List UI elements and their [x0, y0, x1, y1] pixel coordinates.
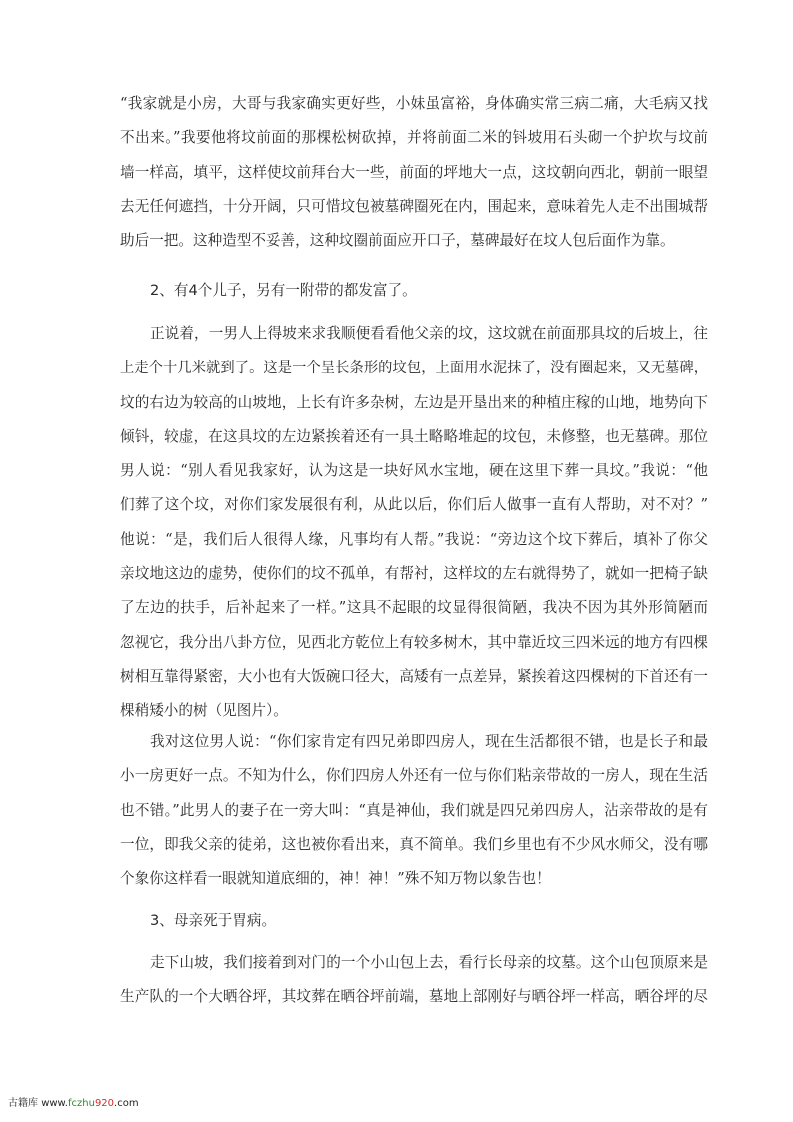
- text-line: 不出来。”我要他将坟前面的那棵松树砍掉，并将前面二米的钭坡用石头砌一个护坎与坟前: [120, 129, 708, 147]
- text-line: 走下山坡，我们接着到对门的一个小山包上去，看行长母亲的坟墓。这个山包顶原来是: [150, 954, 708, 971]
- text-line: 了左边的扶手，后补起来了一样。”这具不起眼的坟显得很简陋，我决不因为其外形简陋而: [120, 599, 708, 617]
- url-suffix: .com: [114, 1098, 139, 1109]
- text-line: 助后一把。这种造型不妥善，这种坟圈前面应开口子，墓碑最好在坟人包后面作为靠。: [120, 232, 675, 250]
- text-line: 忽视它，我分出八卦方位，见西北方乾位上有较多树木，其中靠近坟三四米远的地方有四棵: [120, 633, 708, 651]
- paragraph-4: [120, 946, 708, 1015]
- text-line: 倾钭，较虚，在这具坟的左边紧挨着还有一具土略略堆起的坟包，未修整，也无墓碑。那位: [120, 427, 708, 445]
- section-heading-2: 2、有4个儿子，另有一附带的都发富了。: [150, 282, 417, 299]
- text-line: 男人说：“别人看见我家好，认为这是一块好风水宝地，硬在这里下葬一具坟。”我说：“他: [120, 462, 708, 480]
- paragraph-1: [120, 87, 708, 258]
- site-name: 古籍库: [8, 1098, 38, 1109]
- paragraph-2: [120, 317, 708, 729]
- text-line: 小一房更好一点。不知为什么，你们四房人外还有一位与你们粘亲带故的一房人，现在生活: [120, 767, 708, 785]
- text-line: 正说着，一男人上得坡来求我顺便看看他父亲的坟，这坟就在前面那具坟的后坡上，往: [150, 325, 708, 342]
- text-line: 墙一样高，填平，这样使坟前拜台大一些，前面的坪地大一点，这坟朝向西北，朝前一眼望: [120, 163, 708, 181]
- text-line: 上走个十几米就到了。这是一个呈长条形的坟包，上面用水泥抹了，没有圈起来，又无墓碑，: [120, 360, 708, 377]
- section-heading-3: 3、母亲死于胃病。: [150, 912, 277, 929]
- site-url: [41, 1098, 138, 1109]
- text-line: 坟的右边为较高的山坡地，上长有许多杂树，左边是开垦出来的种植庄稼的山地，地势向下: [120, 393, 708, 411]
- text-line: “我家就是小房，大哥与我家确实更好些，小妹虽富裕，身体确实常三病二痛，大毛病又找: [120, 95, 708, 112]
- footer-watermark: [8, 1094, 139, 1109]
- text-line: 也不错。”此男人的妻子在一旁大叫：“真是神仙，我们就是四兄弟四房人，沾亲带故的是有: [120, 801, 708, 819]
- text-line: 他说：“是，我们后人很得人缘，凡事均有人帮。”我说：“旁边这个坟下葬后，填补了你父: [120, 530, 708, 548]
- text-line: 我对这位男人说：“你们家肯定有四兄弟即四房人，现在生活都很不错，也是长子和最: [150, 733, 708, 750]
- text-line: 棵稍矮小的树（见图片）。: [120, 702, 288, 720]
- url-red-part: 920: [94, 1098, 115, 1109]
- url-green-part: fczhu: [67, 1098, 95, 1109]
- text-line: 生产队的一个大晒谷坪，其坟葬在晒谷坪前端，墓地上部刚好与晒谷坪一样高，晒谷坪的尽: [120, 988, 708, 1006]
- text-line: 树相互靠得紧密，大小也有大饭碗口径大，高矮有一点差异，紧挨着这四棵树的下首还有一: [120, 667, 708, 685]
- text-line: 个象你这样看一眼就知道底细的，神！神！”殊不知万物以象告也！: [120, 870, 551, 888]
- text-line: 一位，即我父亲的徒弟，这也被你看出来，真不简单。我们乡里也有不少风水师父，没有哪: [120, 835, 708, 853]
- text-line: 去无任何遮挡，十分开阔，只可惜坟包被墓碑圈死在内，围起来，意味着先人走不出围城帮: [120, 197, 708, 215]
- paragraph-3: [120, 725, 708, 896]
- url-prefix: www.: [41, 1098, 68, 1109]
- text-line: 亲坟地这边的虚势，使你们的坟不孤单，有帮衬，这样坟的左右就得势了，就如一把椅子缺: [120, 565, 708, 583]
- text-line: 们葬了这个坟，对你们家发展很有利，从此以后，你们后人做事一直有人帮助，对不对？”: [120, 496, 708, 514]
